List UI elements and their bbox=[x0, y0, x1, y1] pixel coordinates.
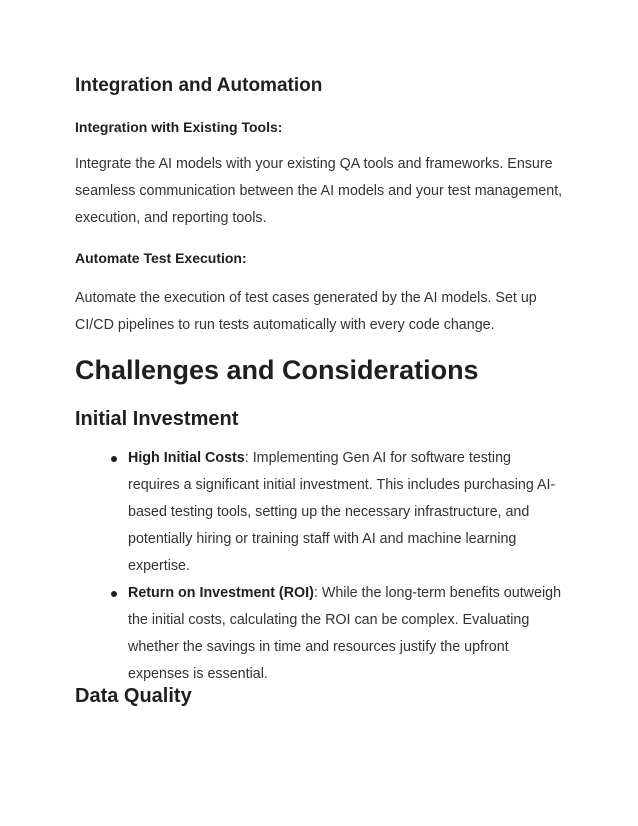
challenges-heading: Challenges and Considerations bbox=[75, 355, 479, 385]
integration-tools-subheading: Integration with Existing Tools: bbox=[75, 119, 283, 135]
bullet-term: Return on Investment (ROI) bbox=[128, 585, 314, 601]
initial-investment-list bbox=[75, 445, 565, 688]
list-item bbox=[75, 445, 565, 580]
integration-tools-paragraph: Integrate the AI models with your existing QA tools and frameworks. Ensure seamless communication between the AI models and your test management, execution, and reporting tools. bbox=[75, 156, 563, 226]
integration-heading: Integration and Automation bbox=[75, 75, 323, 96]
bullet-icon bbox=[111, 591, 117, 597]
data-quality-heading: Data Quality bbox=[75, 685, 192, 707]
bullet-term: High Initial Costs bbox=[128, 450, 245, 466]
automate-execution-paragraph: Automate the execution of test cases generated by the AI models. Set up CI/CD pipelines to run tests automatically with every code change. bbox=[75, 290, 537, 333]
list-item bbox=[75, 580, 565, 688]
bullet-text: : Implementing Gen AI for software testing requires a significant initial investment. This includes purchasing AI-based testing tools, setting up the necessary infrastructure, and potentially hiring or training staff with AI and machine learning expertise. bbox=[128, 450, 556, 574]
automate-execution-subheading: Automate Test Execution: bbox=[75, 250, 247, 266]
initial-investment-heading: Initial Investment bbox=[75, 408, 239, 430]
bullet-icon bbox=[111, 456, 117, 462]
bullet-text: : While the long-term benefits outweigh the initial costs, calculating the ROI can be complex. Evaluating whether the savings in time and resources justify the upfront expenses is essential. bbox=[128, 585, 562, 682]
